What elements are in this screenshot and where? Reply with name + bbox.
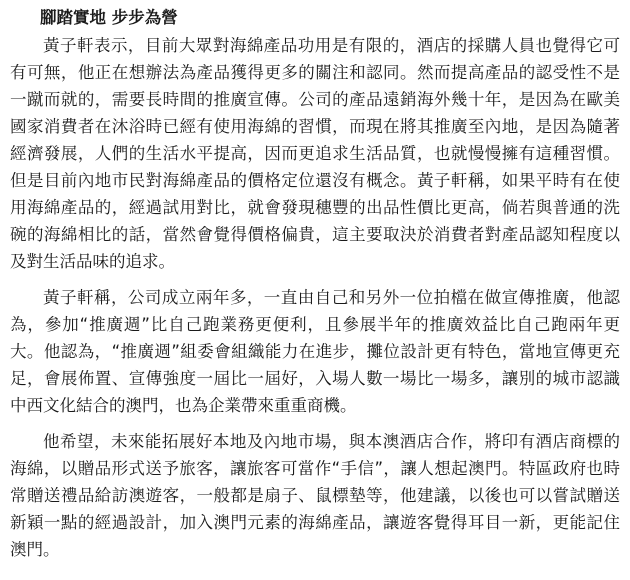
article-paragraph: 他希望，未來能拓展好本地及內地市場，與本澳酒店合作，將印有酒店商標的海綿，以贈品形式送予旅客，讓旅客可當作“手信”，讓人想起澳門。特區政府也時常贈送禮品給訪澳遊客，一般都是扇子、鼠標墊等，他建議，以後也可以嘗試贈送新穎一點的經過設計，加入澳門元素的海綿產品，讓遊客覺得耳目一新，更能記住澳門。 (10, 432, 620, 559)
article-heading: 腳踏實地 步步為營 (40, 8, 178, 27)
article-paragraph: 黃子軒稱，公司成立兩年多，一直由自己和另外一位拍檔在做宣傳推廣，他認為，參加“推廣週”比自己跑業務更便利，且參展半年的推廣效益比自己跑兩年更大。他認為，“推廣週”組委會組織能力在進步，攤位設計更有特色，當地宣傳更充足，會展佈置、宣傳強度一屆比一屆好，入場人數一場比一場多，讓別的城市認識中西文化結合的澳門，也為企業帶來重重商機。 (10, 288, 620, 415)
article-paragraph: 黃子軒表示，目前大眾對海綿產品功用是有限的，酒店的採購人員也覺得它可有可無，他正在想辦法為產品獲得更多的關注和認同。然而提高產品的認受性不是一蹴而就的，需要長時間的推廣宣傳。公司的產品遠銷海外幾十年，是因為在歐美國家消費者在沐浴時已經有使用海綿的習慣，而現在將其推廣至內地，是因為隨著經濟發展，人們的生活水平提高，因而更追求生活品質，也就慢慢擁有這種習慣。但是目前內地市民對海綿產品的價格定位還沒有概念。黃子軒稱，如果平時有在使用海綿產品的，經過試用對比，就會發現穗豐的出品性價比更高，倘若與普通的洗碗的海綿相比的話，當然會覺得價格偏貴，這主要取決於消費者對產品認知程度以及對生活品味的追求。 (10, 36, 620, 271)
